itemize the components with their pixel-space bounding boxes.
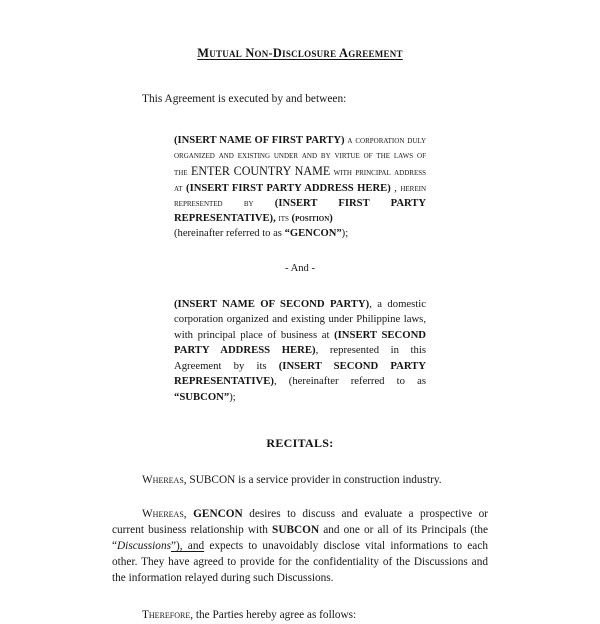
first-party-text-4: its	[275, 212, 292, 224]
recital-2-discussions-term: Discussions	[117, 540, 171, 553]
second-party-representative-placeholder: (INSERT SECOND PARTY REPRESENTATIVE)	[174, 359, 427, 388]
first-party-text-1: a corporation duly organized and existing under and by virtue of the laws of the	[174, 135, 427, 179]
first-party-text-5: (hereinafter referred to as	[174, 227, 285, 239]
recital-2-text-4: expects to unavoidably disclose vital informations to each other. They have agreed to provide for the confidentiality of the Discussions and the information relayed during such Discussions.	[112, 540, 488, 585]
second-party-name-placeholder: (INSERT NAME OF SECOND PARTY)	[174, 297, 370, 310]
first-party-block	[174, 133, 426, 240]
first-party-country-placeholder: ENTER COUNTRY NAME	[190, 164, 331, 179]
first-party-representative-placeholder: (INSERT FIRST PARTY REPRESENTATIVE),	[174, 197, 426, 224]
second-party-short-name: “SUBCON”	[174, 390, 230, 403]
second-party-text-4: );	[229, 390, 236, 403]
second-party-text-3: , (hereinafter referred to as	[273, 375, 426, 388]
and-separator: - And -	[284, 262, 315, 274]
recital-2-discussions-close: ”), and	[171, 540, 205, 553]
recital-2-whereas: Whereas	[142, 508, 184, 521]
recital-2-subcon: SUBCON	[272, 524, 320, 537]
recital-2-text-3: and one or all of its Principals (the “	[112, 524, 488, 553]
recital-paragraph-1	[112, 472, 488, 488]
closing-text: , the Parties hereby agree as follows:	[190, 609, 357, 622]
second-party-text-2: , represented in this Agreement by its	[174, 344, 426, 372]
recital-paragraph-2	[112, 506, 488, 586]
first-party-address-placeholder: (INSERT FIRST PARTY ADDRESS HERE)	[186, 182, 391, 194]
document-title: Mutual Non-Disclosure Agreement	[197, 46, 403, 60]
second-party-block	[174, 297, 426, 406]
first-party-name-placeholder: (INSERT NAME OF FIRST PARTY)	[174, 135, 345, 147]
first-party-text-6: );	[341, 227, 349, 239]
first-party-short-name: “GENCON”	[284, 227, 342, 239]
first-party-text-3: , herein represented by	[174, 182, 426, 209]
closing-paragraph	[112, 608, 488, 624]
recital-2-text-2: desires to discuss and evaluate a prospective or current business relationship with	[112, 508, 489, 537]
first-party-position-placeholder: (position)	[291, 212, 333, 224]
lead-paragraph: This Agreement is executed by and between:	[142, 93, 347, 105]
recital-1-whereas: Whereas	[142, 474, 184, 487]
recitals-heading: RECITALS:	[266, 436, 334, 451]
second-party-text-1: , a domestic corporation organized and existing under Philippine laws, with principal place of business at	[174, 297, 426, 341]
first-party-text-2: with principal address at	[174, 167, 426, 194]
recital-1-text: , SUBCON is a service provider in construction industry.	[183, 474, 442, 487]
second-party-address-placeholder: (INSERT SECOND PARTY ADDRESS HERE)	[174, 328, 427, 357]
closing-therefore: Therefore	[142, 609, 191, 622]
recital-2-gencon: GENCON	[193, 508, 243, 521]
recital-2-text-1: ,	[183, 508, 194, 521]
